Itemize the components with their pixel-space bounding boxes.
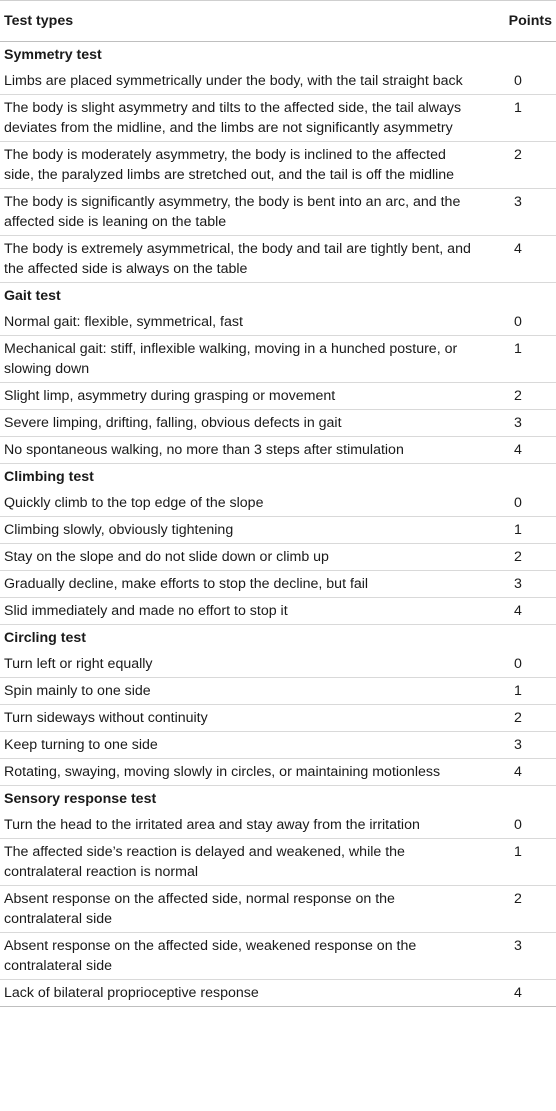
points-value: 0 bbox=[480, 651, 556, 678]
section-title: Symmetry test bbox=[4, 47, 102, 63]
points-value: 3 bbox=[480, 571, 556, 598]
section-climbing-test bbox=[0, 464, 556, 491]
points-value: 0 bbox=[480, 812, 556, 839]
test-description: The body is extremely asymmetrical, the body and tail are tightly bent, and the affected side is always on the table bbox=[0, 236, 480, 283]
header-points: Points bbox=[480, 1, 556, 42]
points-value: 1 bbox=[480, 678, 556, 705]
points-value: 0 bbox=[480, 309, 556, 336]
points-value: 1 bbox=[480, 517, 556, 544]
test-description: Slid immediately and made no effort to stop it bbox=[0, 598, 480, 625]
table-row bbox=[0, 189, 556, 236]
test-description: The affected side’s reaction is delayed and weakened, while the contralateral reaction is normal bbox=[0, 839, 480, 886]
test-description: Rotating, swaying, moving slowly in circles, or maintaining motionless bbox=[0, 759, 480, 786]
table-row bbox=[0, 598, 556, 625]
section-gait-test bbox=[0, 283, 556, 310]
table-row bbox=[0, 678, 556, 705]
test-description: Climbing slowly, obviously tightening bbox=[0, 517, 480, 544]
test-description: No spontaneous walking, no more than 3 steps after stimulation bbox=[0, 437, 480, 464]
table-row bbox=[0, 383, 556, 410]
table-row bbox=[0, 68, 556, 95]
table-row bbox=[0, 980, 556, 1007]
points-value: 4 bbox=[480, 236, 556, 283]
table-row bbox=[0, 236, 556, 283]
test-description: Stay on the slope and do not slide down or climb up bbox=[0, 544, 480, 571]
section-symmetry-test bbox=[0, 42, 556, 69]
test-description: Severe limping, drifting, falling, obvious defects in gait bbox=[0, 410, 480, 437]
points-value: 2 bbox=[480, 886, 556, 933]
test-description: Absent response on the affected side, weakened response on the contralateral side bbox=[0, 933, 480, 980]
section-title: Climbing test bbox=[4, 469, 94, 485]
table-body bbox=[0, 42, 556, 1007]
table-row bbox=[0, 812, 556, 839]
section-title: Sensory response test bbox=[4, 791, 157, 807]
points-value: 0 bbox=[480, 68, 556, 95]
table-row bbox=[0, 490, 556, 517]
points-value: 3 bbox=[480, 933, 556, 980]
test-description: Gradually decline, make efforts to stop the decline, but fail bbox=[0, 571, 480, 598]
table-row bbox=[0, 839, 556, 886]
table-row bbox=[0, 705, 556, 732]
section-title: Circling test bbox=[4, 630, 86, 646]
test-description: Keep turning to one side bbox=[0, 732, 480, 759]
test-description: Absent response on the affected side, normal response on the contralateral side bbox=[0, 886, 480, 933]
table-row bbox=[0, 309, 556, 336]
table-row bbox=[0, 571, 556, 598]
points-value: 1 bbox=[480, 839, 556, 886]
table-row bbox=[0, 732, 556, 759]
test-description: Lack of bilateral proprioceptive response bbox=[0, 980, 480, 1007]
points-value: 3 bbox=[480, 732, 556, 759]
test-description: Normal gait: flexible, symmetrical, fast bbox=[0, 309, 480, 336]
test-description: Slight limp, asymmetry during grasping or movement bbox=[0, 383, 480, 410]
test-description: Limbs are placed symmetrically under the body, with the tail straight back bbox=[0, 68, 480, 95]
table-row bbox=[0, 437, 556, 464]
test-description: Quickly climb to the top edge of the slope bbox=[0, 490, 480, 517]
points-value: 3 bbox=[480, 189, 556, 236]
test-description: The body is moderately asymmetry, the body is inclined to the affected side, the paralyzed limbs are stretched out, and the tail is off the midline bbox=[0, 142, 480, 189]
points-value: 4 bbox=[480, 598, 556, 625]
points-value: 0 bbox=[480, 490, 556, 517]
table-row bbox=[0, 544, 556, 571]
points-value: 4 bbox=[480, 437, 556, 464]
table-row bbox=[0, 410, 556, 437]
table-row bbox=[0, 517, 556, 544]
section-title: Gait test bbox=[4, 288, 61, 304]
section-circling-test bbox=[0, 625, 556, 652]
table-header-row bbox=[0, 1, 556, 42]
header-test-types: Test types bbox=[0, 1, 480, 42]
points-value: 2 bbox=[480, 383, 556, 410]
points-value: 4 bbox=[480, 759, 556, 786]
table-row bbox=[0, 142, 556, 189]
table-row bbox=[0, 651, 556, 678]
table-row bbox=[0, 95, 556, 142]
table-row bbox=[0, 886, 556, 933]
points-value: 4 bbox=[480, 980, 556, 1007]
table-row bbox=[0, 933, 556, 980]
test-description: Turn left or right equally bbox=[0, 651, 480, 678]
test-description: Turn the head to the irritated area and stay away from the irritation bbox=[0, 812, 480, 839]
points-value: 3 bbox=[480, 410, 556, 437]
points-value: 1 bbox=[480, 95, 556, 142]
points-value: 2 bbox=[480, 705, 556, 732]
points-value: 2 bbox=[480, 544, 556, 571]
test-description: Mechanical gait: stiff, inflexible walking, moving in a hunched posture, or slowing down bbox=[0, 336, 480, 383]
table-row bbox=[0, 336, 556, 383]
test-description: The body is significantly asymmetry, the body is bent into an arc, and the affected side is leaning on the table bbox=[0, 189, 480, 236]
test-description: Turn sideways without continuity bbox=[0, 705, 480, 732]
test-description: Spin mainly to one side bbox=[0, 678, 480, 705]
test-description: The body is slight asymmetry and tilts to the affected side, the tail always deviates from the midline, and the limbs are not significantly asymmetry bbox=[0, 95, 480, 142]
points-value: 2 bbox=[480, 142, 556, 189]
points-value: 1 bbox=[480, 336, 556, 383]
section-sensory-response-test bbox=[0, 786, 556, 813]
table-row bbox=[0, 759, 556, 786]
